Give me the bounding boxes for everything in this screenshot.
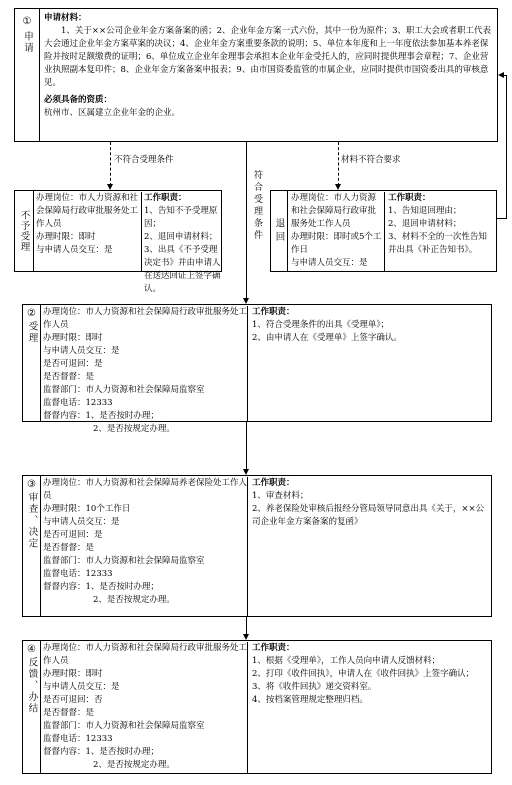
not-accept-duty: 2、退回申请材料； [144,232,218,242]
not-accept-info [35,192,142,272]
stage3-line: 是否督督：是 [43,543,95,553]
return-line: 与申请人员交互：是 [291,258,368,268]
stage4-line: 监督部门：市人力资源和社会保障局监察室 [43,721,205,731]
not-accept-duty: 1、告知不予受理原因； [144,206,218,229]
not-accept-line: 与申请人员交互：是 [36,245,113,255]
stage2-line: 办理岗位：市人力资源和社会保障局行政审批服务处工作人员 [43,307,248,330]
return-duties [388,192,494,257]
stage4-info [43,642,248,774]
return-label-cell [271,191,288,271]
not-accept-duty: 3、出具《不予受理决定书》并由申请人在送达回证上签字确认。 [144,245,221,294]
stage2-duty: 1、符合受理条件的出具《受理单》； [252,320,390,330]
stage3-line: 督督内容：1、是否按时办理； [43,582,159,592]
flow-not-accept-label: 不符合受理条件 [114,155,174,165]
stage4-line: 与申请人员交互：是 [43,682,120,692]
stage3-duty: 2、养老保险处审核后报经分管局领导同意出具《关于，××公司企业年金方案备案的复函》 [252,504,485,527]
return-duty: 3、材料不全的一次性告知并出具《补正告知书》。 [388,232,487,255]
stage3-duty: 1、审查材料； [252,491,309,501]
stage2-line: 监督电话：12333 [43,398,113,408]
not-accept-label: 不予受理 [18,210,30,252]
stage1-box [14,8,498,142]
stage2-line-extra: 2、是否按规定办理。 [93,424,175,434]
stage3-line: 监督部门：市人力资源和社会保障局监察室 [43,556,205,566]
stage4-line: 监督电话：12333 [43,734,113,744]
connector-3-4 [246,617,247,635]
stage2-line: 是否督督：是 [43,372,95,382]
qualification-title: 必须具备的资质： [44,95,113,105]
return-loop-top [504,75,507,76]
stage3-line: 与申请人员交互：是 [43,517,120,527]
return-loop-arrow [498,72,504,78]
stage4-duty: 4、按档案管理规定整理归档。 [252,695,368,705]
stage3-line: 监督电话：12333 [43,569,113,579]
stage4-line: 办理时限：即时 [43,669,103,679]
stage4-line: 督督内容：1、是否按时办理； [43,747,159,757]
stage4-line: 办理岗位：市人力资源和社会保障局行政审批服务处工作人员 [43,643,248,666]
return-duty: 1、告知退回理由； [388,206,462,216]
stage3-label-cell [23,476,41,616]
not-accept-label-cell [15,191,34,271]
stage4-label: 反馈、办结 [26,657,38,715]
not-accept-duties [144,192,221,296]
stage3-line: 是否可退回：是 [43,530,103,540]
stage3-duties [252,477,488,529]
connector-accept [246,142,247,300]
return-info [290,192,385,272]
not-accept-line: 办理时限：即时 [36,232,96,242]
stage1-label: 申请 [22,31,33,54]
stage2-duties [252,306,488,345]
materials-title: 申请材料： [44,13,87,23]
stage4-duty: 3、将《收件回执》递交资料室。 [252,682,377,692]
stage4-box [22,640,492,774]
stage1-number: ① [22,16,32,27]
stage1-label-cell [15,9,40,141]
stage3-info [43,477,248,617]
return-line: 办理岗位：市人力资源和社会保障局行政审批服务处工作人员 [291,193,377,229]
stage3-line: 办理时限：10个工作日 [43,504,131,514]
stage2-line: 监督部门：市人力资源和社会保障局监察室 [43,385,205,395]
stage2-duty-title: 工作职责： [252,307,295,317]
stage2-duty: 2、由申请人在《受理单》上签字确认。 [252,333,402,343]
stage4-line: 是否督督：是 [43,708,95,718]
stage2-line: 与申请人员交互：是 [43,346,120,356]
connector-2-3 [246,422,247,470]
stage3-line: 办理岗位：市人力资源和社会保障局养老保险处工作人员 [43,478,248,501]
stage2-box [22,304,492,434]
stage2-line: 督督内容：1、是否按时办理； [43,411,159,421]
qualification-text: 杭州市、区属建立企业年金的企业。 [44,108,181,118]
not-accept-duty-title: 工作职责： [144,193,187,203]
stage4-duty: 2、打印《收件回执》，申请人在《收件回执》上签字确认； [252,669,475,679]
stage2-label: 受理 [26,321,38,344]
stage3-line-extra: 2、是否按规定办理。 [93,595,175,605]
stage3-label: 审查、决定 [26,492,38,550]
materials-text: 1、关于××公司企业年金方案备案的函；2、企业年金方案一式六份，其中一份为原件；3、职工大会或者职工代表大会通过企业年金方案草案的决议；4、企业年金方案重要条款的说明；5、单位本年度和上一年度依法参加基本养老保险并按时足额缴费的证明；6、单位成立企业年金理事会承担本企业年金受托人的，应同时提供理事会章程；7、企业营业执照副本复印件；8、企业年金方案备案申报表；9、由市国资委监管的市属企业，应同时提供市国资委出具的审核意见。 [44,26,491,88]
return-box [270,190,497,272]
stage2-label-cell [23,305,41,421]
stage2-number: ② [27,308,36,319]
return-duty-title: 工作职责： [388,193,431,203]
return-line: 办理时限：即时或5个工作日 [291,232,382,255]
connector-material-fail [338,142,339,186]
stage2-info [43,306,248,434]
stage4-label-cell [23,641,41,773]
flow-accept-label: 符合受理条件 [252,170,262,242]
stage1-content [44,12,494,120]
return-loop-right [506,75,507,219]
stage4-duties [252,642,488,707]
stage3-box [22,475,492,617]
stage3-duty-title: 工作职责： [252,478,295,488]
not-accept-line: 办理岗位：市人力资源和社会保障局行政审批服务处工作人员 [36,193,139,229]
stage2-line: 是否可退回：是 [43,359,103,369]
stage4-duty-title: 工作职责： [252,643,295,653]
return-duty: 2、退回申请材料； [388,219,462,229]
stage4-line: 是否可退回：否 [43,695,103,705]
stage3-number: ③ [27,479,36,490]
stage4-duty: 1、根据《受理单》，工作人员向申请人反馈材料； [252,656,441,666]
not-accept-box [14,190,222,294]
stage4-number: ④ [27,644,36,655]
flow-material-fail-label: 材料不符合要求 [341,155,401,165]
stage2-line: 办理时限：即时 [43,333,103,343]
return-label: 退回 [273,217,285,245]
stage4-line-extra: 2、是否按规定办理。 [93,760,175,770]
connector-not-accept [110,142,111,186]
